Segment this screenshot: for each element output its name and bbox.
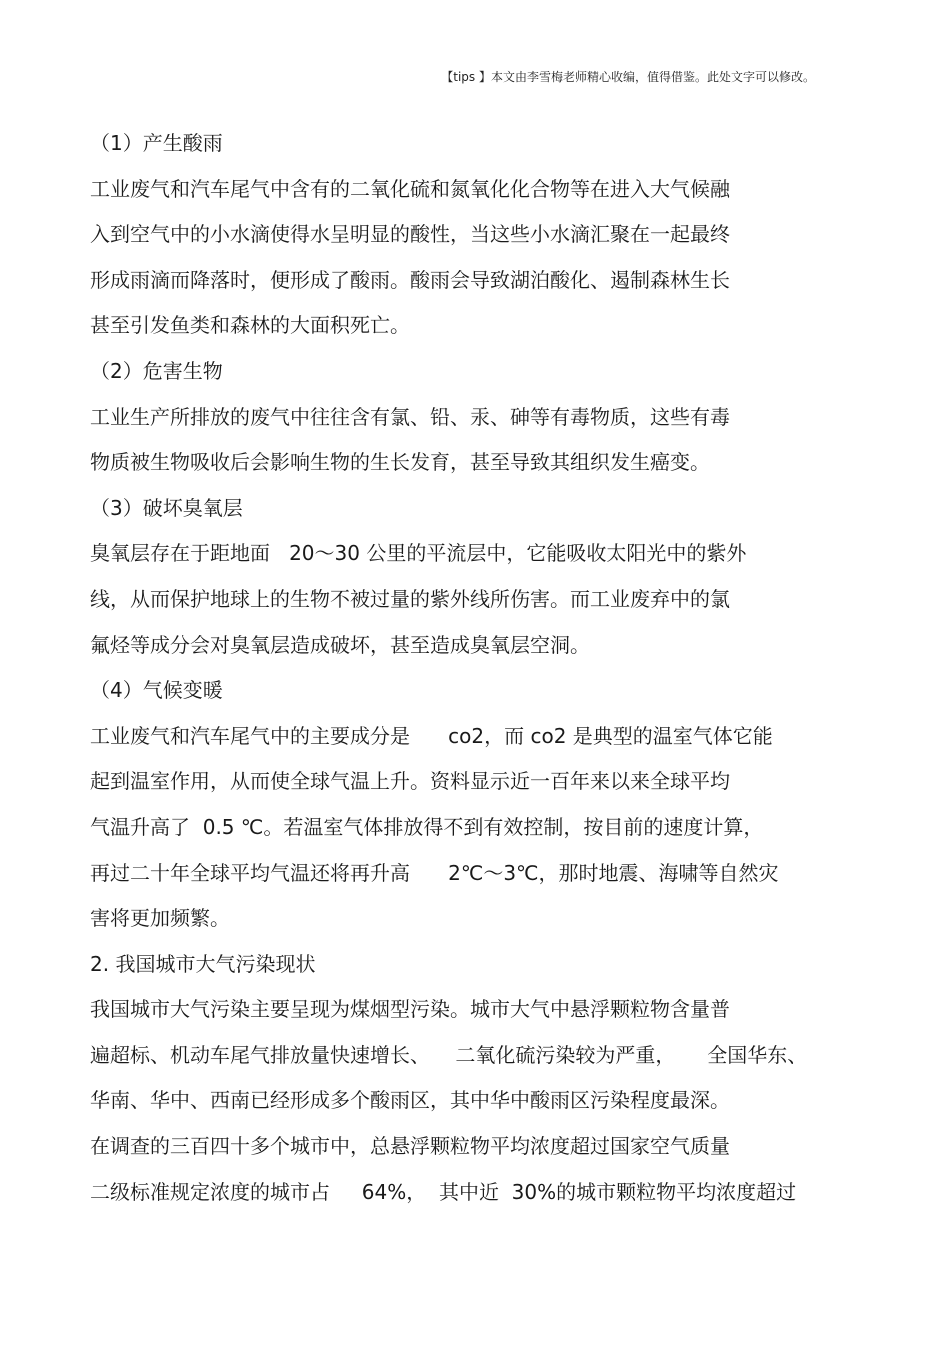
paragraph-line: 我国城市大气污染主要呈现为煤烟型污染。城市大气中悬浮颗粒物含量普 [90, 997, 730, 1022]
paragraph-line: 臭氧层存在于距地面 20～30 公里的平流层中，它能吸收太阳光中的紫外 [90, 541, 747, 566]
paragraph-line: 入到空气中的小水滴使得水呈明显的酸性，当这些小水滴汇聚在一起最终 [90, 222, 730, 247]
paragraph-line: 华南、华中、西南已经形成多个酸雨区，其中华中酸雨区污染程度最深。 [90, 1088, 730, 1113]
paragraph-line: 工业废气和汽车尾气中的主要成分是 co2，而 co2 是典型的温室气体它能 [90, 723, 773, 748]
paragraph-line: 物质被生物吸收后会影响生物的生长发育，甚至导致其组织发生癌变。 [90, 450, 710, 475]
section-heading-acid-rain: （1）产生酸雨 [90, 131, 223, 155]
paragraph-line: 再过二十年全球平均气温还将再升高 2℃～3℃，那时地震、海啸等自然灾 [90, 860, 779, 885]
paragraph-line: 二级标准规定浓度的城市占 64%， 其中近 30%的城市颗粒物平均浓度超过 [90, 1179, 797, 1204]
paragraph-line: 工业生产所排放的废气中往往含有氯、铅、汞、砷等有毒物质，这些有毒 [90, 404, 730, 429]
paragraph-line: 遍超标、机动车尾气排放量快速增长、 二氧化硫污染较为严重， 全国华东、 [90, 1042, 808, 1067]
header-tip: 【tips 】本文由李雪梅老师精心收编，值得借鉴。此处文字可以修改。 [441, 70, 815, 84]
paragraph-line: 工业废气和汽车尾气中含有的二氧化硫和氮氧化化合物等在进入大气候融 [90, 176, 730, 201]
section-heading-harm-organisms: （2）危害生物 [90, 358, 223, 383]
paragraph-line: 在调查的三百四十多个城市中，总悬浮颗粒物平均浓度超过国家空气质量 [90, 1134, 730, 1159]
paragraph-line: 线，从而保护地球上的生物不被过量的紫外线所伤害。而工业废弃中的氯 [90, 586, 730, 611]
paragraph-line: 氟烃等成分会对臭氧层造成破坏，甚至造成臭氧层空洞。 [90, 632, 590, 657]
paragraph-line: 气温升高了 0.5 ℃。若温室气体排放得不到有效控制，按目前的速度计算， [90, 814, 764, 839]
paragraph-line: 害将更加频繁。 [90, 906, 230, 931]
paragraph-line: 起到温室作用，从而使全球气温上升。资料显示近一百年来以来全球平均 [90, 769, 730, 794]
section-heading-ozone: （3）破坏臭氧层 [90, 495, 243, 520]
paragraph-line: 形成雨滴而降落时，便形成了酸雨。酸雨会导致湖泊酸化、遏制森林生长 [90, 267, 730, 292]
section-heading-climate-warming: （4）气候变暖 [90, 678, 223, 703]
document-body [90, 128, 870, 1222]
section-heading-city-pollution: 2. 我国城市大气污染现状 [90, 951, 316, 976]
paragraph-line: 甚至引发鱼类和森林的大面积死亡。 [90, 313, 410, 338]
